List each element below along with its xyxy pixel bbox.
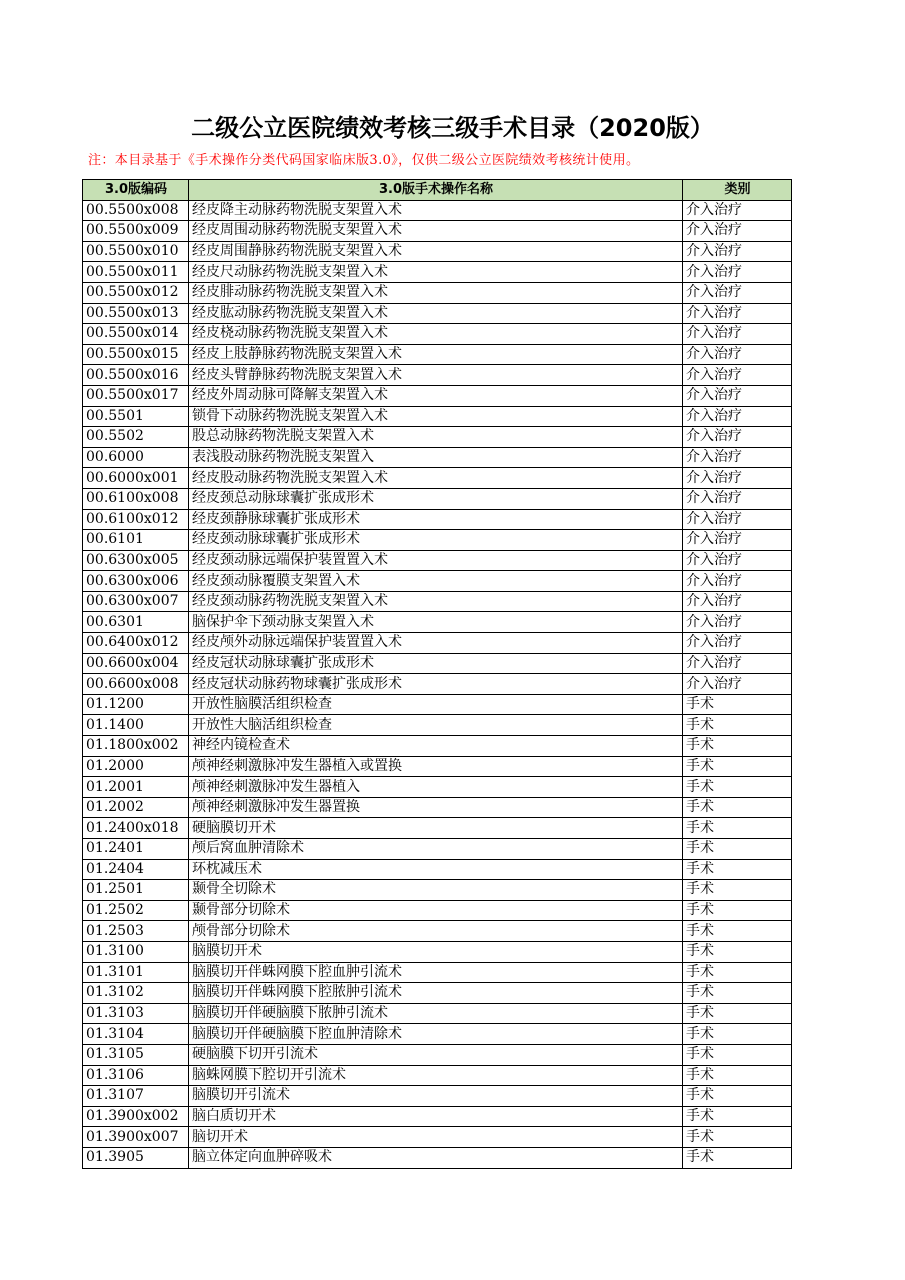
cell-procedure-name: 脑膜切开伴硬脑膜下腔血肿清除术 — [189, 1024, 683, 1045]
cell-category: 手术 — [683, 694, 792, 715]
table-row — [83, 983, 792, 1004]
cell-code: 00.5500x014 — [83, 324, 189, 345]
cell-code: 00.6000 — [83, 447, 189, 468]
cell-category: 介入治疗 — [683, 241, 792, 262]
cell-procedure-name: 经皮上肢静脉药物洗脱支架置入术 — [189, 344, 683, 365]
cell-code: 01.2002 — [83, 797, 189, 818]
cell-category: 手术 — [683, 818, 792, 839]
cell-category: 手术 — [683, 921, 792, 942]
header-category: 类别 — [683, 180, 792, 201]
cell-category: 介入治疗 — [683, 674, 792, 695]
cell-procedure-name: 脑保护伞下颈动脉支架置入术 — [189, 612, 683, 633]
cell-category: 手术 — [683, 1024, 792, 1045]
cell-code: 01.3101 — [83, 962, 189, 983]
cell-category: 介入治疗 — [683, 447, 792, 468]
cell-code: 01.3102 — [83, 983, 189, 1004]
cell-procedure-name: 神经内镜检查术 — [189, 736, 683, 757]
cell-code: 01.1200 — [83, 694, 189, 715]
cell-procedure-name: 经皮肱动脉药物洗脱支架置入术 — [189, 303, 683, 324]
table-row — [83, 921, 792, 942]
cell-procedure-name: 经皮周围动脉药物洗脱支架置入术 — [189, 221, 683, 242]
cell-procedure-name: 经皮外周动脉可降解支架置入术 — [189, 385, 683, 406]
cell-category: 手术 — [683, 756, 792, 777]
cell-procedure-name: 经皮尺动脉药物洗脱支架置入术 — [189, 262, 683, 283]
cell-code: 01.3105 — [83, 1044, 189, 1065]
cell-procedure-name: 经皮颈动脉覆膜支架置入术 — [189, 571, 683, 592]
cell-code: 00.5500x009 — [83, 221, 189, 242]
catalog-note: 注：本目录基于《手术操作分类代码国家临床版3.0》，仅供二级公立医院绩效考核统计使用。 — [88, 153, 640, 168]
table-row — [83, 571, 792, 592]
cell-category: 手术 — [683, 859, 792, 880]
cell-procedure-name: 颞骨部分切除术 — [189, 900, 683, 921]
cell-code: 01.2401 — [83, 839, 189, 860]
cell-code: 01.3100 — [83, 941, 189, 962]
cell-category: 介入治疗 — [683, 324, 792, 345]
table-row — [83, 694, 792, 715]
cell-procedure-name: 颅神经刺激脉冲发生器植入 — [189, 777, 683, 798]
cell-code: 00.5500x015 — [83, 344, 189, 365]
cell-procedure-name: 开放性大脑活组织检查 — [189, 715, 683, 736]
cell-code: 01.2000 — [83, 756, 189, 777]
cell-category: 介入治疗 — [683, 633, 792, 654]
cell-code: 00.5500x013 — [83, 303, 189, 324]
table-header-row — [83, 180, 792, 201]
cell-code: 00.6301 — [83, 612, 189, 633]
cell-code: 00.6600x008 — [83, 674, 189, 695]
cell-category: 介入治疗 — [683, 509, 792, 530]
cell-category: 手术 — [683, 1086, 792, 1107]
table-body — [83, 200, 792, 1168]
cell-code: 01.2001 — [83, 777, 189, 798]
table-row — [83, 550, 792, 571]
header-procedure-name: 3.0版手术操作名称 — [189, 180, 683, 201]
table-row — [83, 941, 792, 962]
table-row — [83, 303, 792, 324]
table-row — [83, 900, 792, 921]
cell-category: 介入治疗 — [683, 406, 792, 427]
cell-category: 手术 — [683, 941, 792, 962]
cell-code: 00.5500x016 — [83, 365, 189, 386]
cell-code: 00.6600x004 — [83, 653, 189, 674]
cell-category: 介入治疗 — [683, 385, 792, 406]
cell-procedure-name: 脑蛛网膜下腔切开引流术 — [189, 1065, 683, 1086]
cell-code: 00.6300x005 — [83, 550, 189, 571]
cell-procedure-name: 颞骨全切除术 — [189, 880, 683, 901]
cell-category: 手术 — [683, 777, 792, 798]
table-row — [83, 530, 792, 551]
table-row — [83, 385, 792, 406]
cell-procedure-name: 经皮颈静脉球囊扩张成形术 — [189, 509, 683, 530]
table-row — [83, 612, 792, 633]
table-row — [83, 1003, 792, 1024]
cell-category: 手术 — [683, 1065, 792, 1086]
cell-procedure-name: 颅骨部分切除术 — [189, 921, 683, 942]
cell-code: 00.5501 — [83, 406, 189, 427]
table-row — [83, 777, 792, 798]
cell-category: 手术 — [683, 1106, 792, 1127]
cell-procedure-name: 经皮周围静脉药物洗脱支架置入术 — [189, 241, 683, 262]
cell-procedure-name: 经皮颈总动脉球囊扩张成形术 — [189, 488, 683, 509]
cell-category: 手术 — [683, 880, 792, 901]
cell-procedure-name: 脑膜切开引流术 — [189, 1086, 683, 1107]
cell-category: 介入治疗 — [683, 365, 792, 386]
table-row — [83, 653, 792, 674]
table-row — [83, 282, 792, 303]
table-row — [83, 1044, 792, 1065]
cell-category: 介入治疗 — [683, 550, 792, 571]
cell-category: 介入治疗 — [683, 303, 792, 324]
cell-category: 介入治疗 — [683, 262, 792, 283]
page-title: 二级公立医院绩效考核三级手术目录（2020版） — [191, 114, 714, 142]
surgery-catalog-table — [82, 179, 792, 1169]
cell-procedure-name: 锁骨下动脉药物洗脱支架置入术 — [189, 406, 683, 427]
cell-procedure-name: 经皮颈动脉药物洗脱支架置入术 — [189, 591, 683, 612]
cell-code: 00.5500x017 — [83, 385, 189, 406]
table-row — [83, 200, 792, 221]
table-row — [83, 324, 792, 345]
table-row — [83, 962, 792, 983]
table-row — [83, 1024, 792, 1045]
cell-code: 00.5500x010 — [83, 241, 189, 262]
table-row — [83, 468, 792, 489]
table-row — [83, 447, 792, 468]
cell-code: 01.3900x002 — [83, 1106, 189, 1127]
cell-code: 01.2503 — [83, 921, 189, 942]
cell-code: 01.2501 — [83, 880, 189, 901]
cell-category: 介入治疗 — [683, 282, 792, 303]
cell-code: 00.5500x011 — [83, 262, 189, 283]
table-row — [83, 633, 792, 654]
cell-procedure-name: 颅神经刺激脉冲发生器置换 — [189, 797, 683, 818]
cell-category: 手术 — [683, 797, 792, 818]
cell-code: 01.2404 — [83, 859, 189, 880]
cell-code: 01.1800x002 — [83, 736, 189, 757]
table-row — [83, 241, 792, 262]
cell-code: 01.3900x007 — [83, 1127, 189, 1148]
cell-category: 手术 — [683, 1003, 792, 1024]
table-row — [83, 591, 792, 612]
cell-category: 手术 — [683, 900, 792, 921]
cell-category: 介入治疗 — [683, 571, 792, 592]
table-row — [83, 1127, 792, 1148]
table-row — [83, 839, 792, 860]
cell-category: 手术 — [683, 962, 792, 983]
table-row — [83, 1106, 792, 1127]
cell-category: 手术 — [683, 1147, 792, 1168]
cell-category: 手术 — [683, 1044, 792, 1065]
cell-code: 00.6100x012 — [83, 509, 189, 530]
cell-procedure-name: 经皮颈动脉远端保护装置置入术 — [189, 550, 683, 571]
table-row — [83, 859, 792, 880]
table-row — [83, 1065, 792, 1086]
cell-procedure-name: 颅神经刺激脉冲发生器植入或置换 — [189, 756, 683, 777]
cell-code: 00.5502 — [83, 427, 189, 448]
cell-category: 介入治疗 — [683, 612, 792, 633]
table-row — [83, 262, 792, 283]
cell-procedure-name: 经皮颈动脉球囊扩张成形术 — [189, 530, 683, 551]
cell-procedure-name: 脑膜切开术 — [189, 941, 683, 962]
cell-procedure-name: 经皮颅外动脉远端保护装置置入术 — [189, 633, 683, 654]
table-row — [83, 344, 792, 365]
cell-procedure-name: 经皮冠状动脉药物球囊扩张成形术 — [189, 674, 683, 695]
cell-procedure-name: 经皮腓动脉药物洗脱支架置入术 — [189, 282, 683, 303]
table-row — [83, 509, 792, 530]
cell-procedure-name: 脑膜切开伴硬脑膜下脓肿引流术 — [189, 1003, 683, 1024]
cell-code: 00.5500x012 — [83, 282, 189, 303]
cell-code: 00.5500x008 — [83, 200, 189, 221]
cell-category: 介入治疗 — [683, 488, 792, 509]
header-code: 3.0版编码 — [83, 180, 189, 201]
cell-code: 00.6100x008 — [83, 488, 189, 509]
cell-code: 01.3103 — [83, 1003, 189, 1024]
cell-procedure-name: 硬脑膜切开术 — [189, 818, 683, 839]
cell-procedure-name: 脑切开术 — [189, 1127, 683, 1148]
cell-category: 介入治疗 — [683, 653, 792, 674]
cell-category: 手术 — [683, 736, 792, 757]
cell-procedure-name: 脑膜切开伴蛛网膜下腔脓肿引流术 — [189, 983, 683, 1004]
cell-category: 手术 — [683, 1127, 792, 1148]
cell-procedure-name: 股总动脉药物洗脱支架置入术 — [189, 427, 683, 448]
cell-procedure-name: 经皮头臂静脉药物洗脱支架置入术 — [189, 365, 683, 386]
cell-code: 00.6000x001 — [83, 468, 189, 489]
table-row — [83, 488, 792, 509]
cell-category: 介入治疗 — [683, 591, 792, 612]
cell-procedure-name: 脑立体定向血肿碎吸术 — [189, 1147, 683, 1168]
cell-code: 01.3905 — [83, 1147, 189, 1168]
table-row — [83, 818, 792, 839]
cell-category: 手术 — [683, 839, 792, 860]
table-row — [83, 365, 792, 386]
cell-category: 介入治疗 — [683, 530, 792, 551]
table-row — [83, 427, 792, 448]
cell-code: 00.6300x007 — [83, 591, 189, 612]
cell-procedure-name: 开放性脑膜活组织检查 — [189, 694, 683, 715]
table-row — [83, 756, 792, 777]
cell-procedure-name: 表浅股动脉药物洗脱支架置入 — [189, 447, 683, 468]
cell-code: 00.6101 — [83, 530, 189, 551]
cell-code: 01.2502 — [83, 900, 189, 921]
cell-procedure-name: 环枕减压术 — [189, 859, 683, 880]
cell-code: 01.1400 — [83, 715, 189, 736]
table-row — [83, 221, 792, 242]
cell-code: 01.3104 — [83, 1024, 189, 1045]
cell-category: 手术 — [683, 983, 792, 1004]
cell-procedure-name: 脑白质切开术 — [189, 1106, 683, 1127]
cell-code: 01.3107 — [83, 1086, 189, 1107]
cell-category: 介入治疗 — [683, 427, 792, 448]
cell-category: 介入治疗 — [683, 344, 792, 365]
cell-category: 介入治疗 — [683, 221, 792, 242]
cell-category: 手术 — [683, 715, 792, 736]
table-row — [83, 1086, 792, 1107]
cell-code: 00.6400x012 — [83, 633, 189, 654]
cell-procedure-name: 经皮冠状动脉球囊扩张成形术 — [189, 653, 683, 674]
cell-procedure-name: 经皮桡动脉药物洗脱支架置入术 — [189, 324, 683, 345]
table-row — [83, 406, 792, 427]
cell-procedure-name: 脑膜切开伴蛛网膜下腔血肿引流术 — [189, 962, 683, 983]
table-row — [83, 1147, 792, 1168]
cell-procedure-name: 经皮降主动脉药物洗脱支架置入术 — [189, 200, 683, 221]
cell-procedure-name: 经皮股动脉药物洗脱支架置入术 — [189, 468, 683, 489]
cell-category: 介入治疗 — [683, 200, 792, 221]
cell-procedure-name: 硬脑膜下切开引流术 — [189, 1044, 683, 1065]
cell-code: 01.3106 — [83, 1065, 189, 1086]
table-row — [83, 736, 792, 757]
table-row — [83, 880, 792, 901]
table-row — [83, 674, 792, 695]
table-row — [83, 797, 792, 818]
cell-category: 介入治疗 — [683, 468, 792, 489]
cell-procedure-name: 颅后窝血肿清除术 — [189, 839, 683, 860]
table-row — [83, 715, 792, 736]
cell-code: 01.2400x018 — [83, 818, 189, 839]
cell-code: 00.6300x006 — [83, 571, 189, 592]
